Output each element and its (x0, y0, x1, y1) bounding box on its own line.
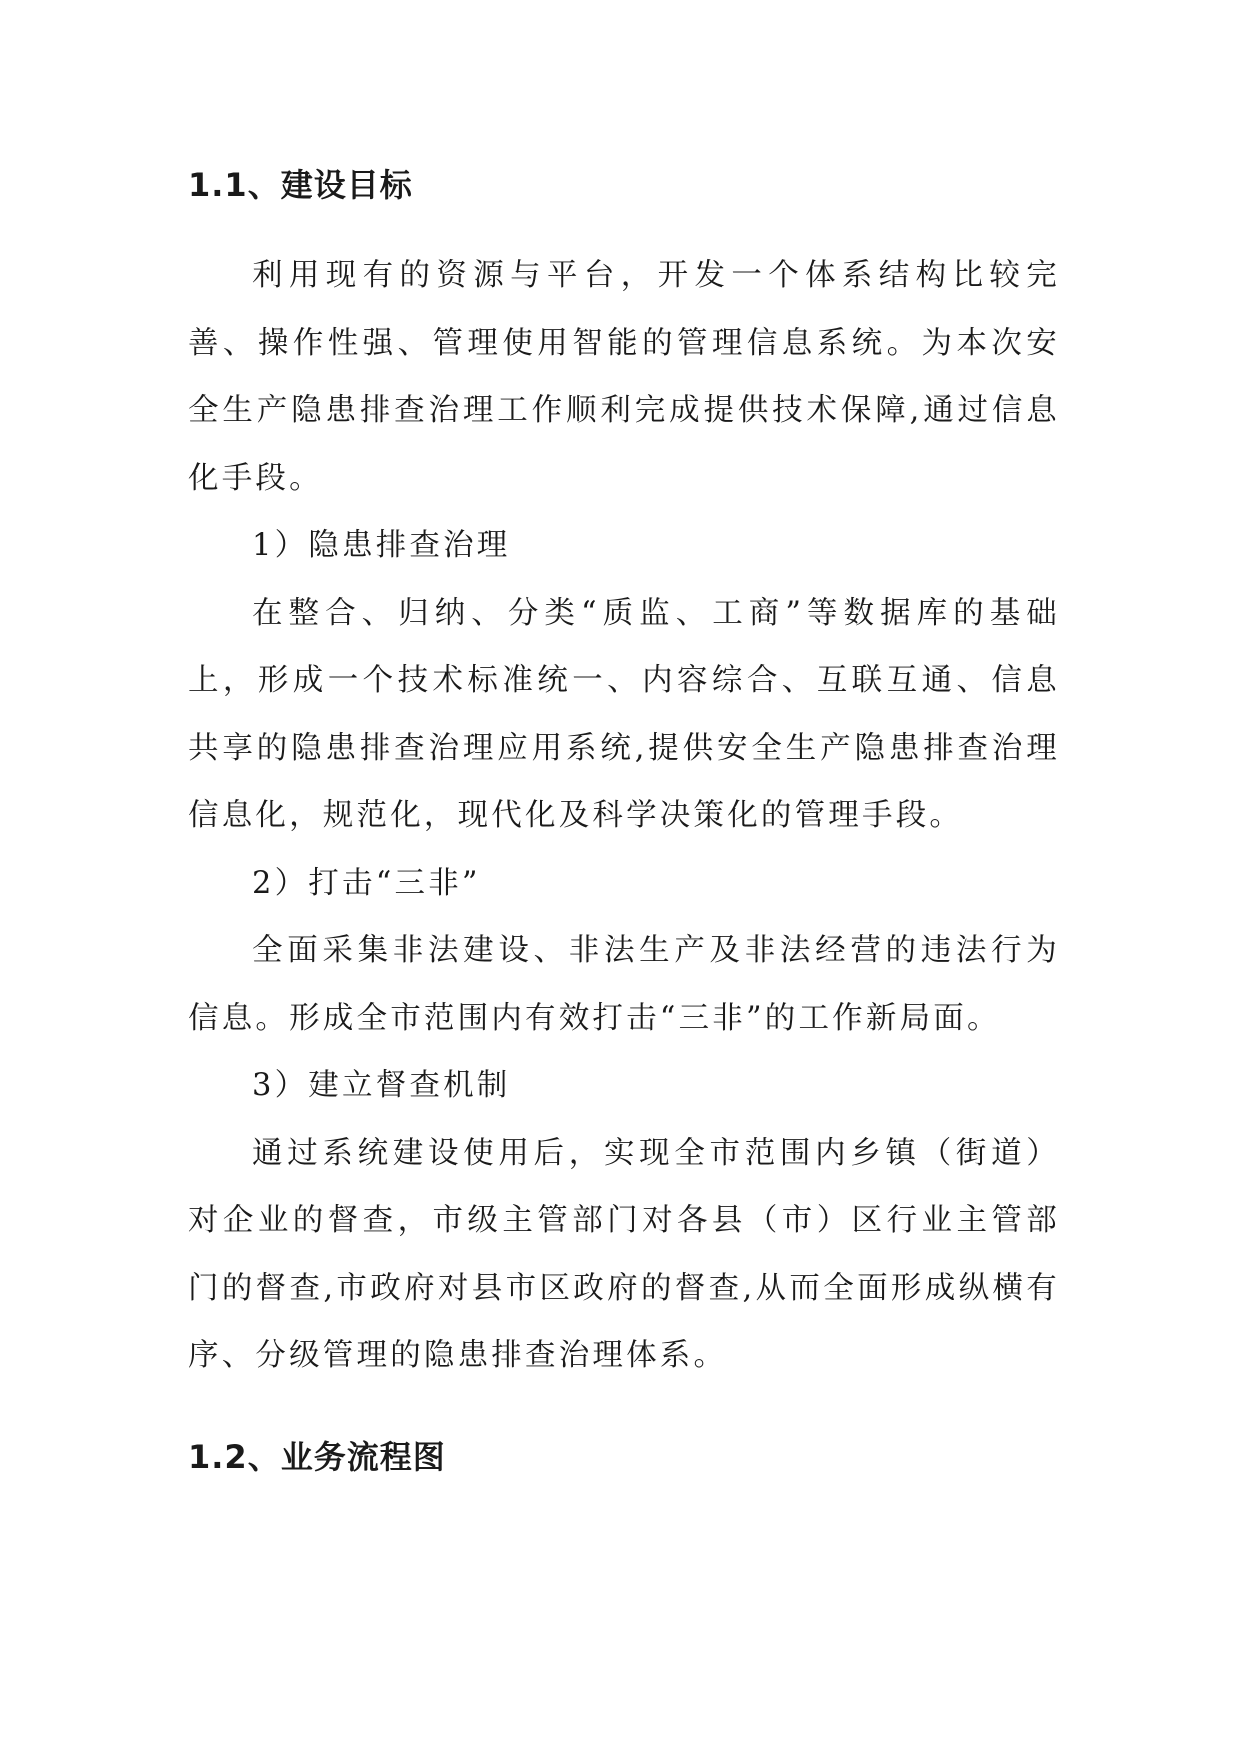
item-text-3: 通过系统建设使用后，实现全市范围内乡镇（街道）对企业的督查，市级主管部门对各县（市）区行业主管部门的督查,市政府对县市区政府的督查,从而全面形成纵横有序、分级管理的隐患排查治理体系。 (188, 1135, 1060, 1373)
item-title-3: 3）建立督查机制 (252, 1068, 511, 1103)
intro-paragraph: 利用现有的资源与平台，开发一个体系结构比较完善、操作性强、管理使用智能的管理信息系统。为本次安全生产隐患排查治理工作顺利完成提供技术保障,通过信息化手段。 (188, 258, 1060, 496)
item-text-2: 全面采集非法建设、非法生产及非法经营的违法行为信息。形成全市范围内有效打击“三非”的工作新局面。 (188, 933, 1060, 1036)
section-heading-1-2: 1.2、业务流程图 (188, 1438, 446, 1476)
section-body-1-1 (188, 242, 1060, 1390)
item-text-1: 在整合、归纳、分类“质监、工商”等数据库的基础上，形成一个技术标准统一、内容综合、互联互通、信息共享的隐患排查治理应用系统,提供安全生产隐患排查治理信息化，规范化，现代化及科学决策化的管理手段。 (188, 595, 1060, 833)
item-title-1: 1）隐患排查治理 (252, 528, 511, 563)
section-heading-1-1: 1.1、建设目标 (188, 166, 413, 204)
item-title-2: 2）打击“三非” (252, 865, 481, 901)
